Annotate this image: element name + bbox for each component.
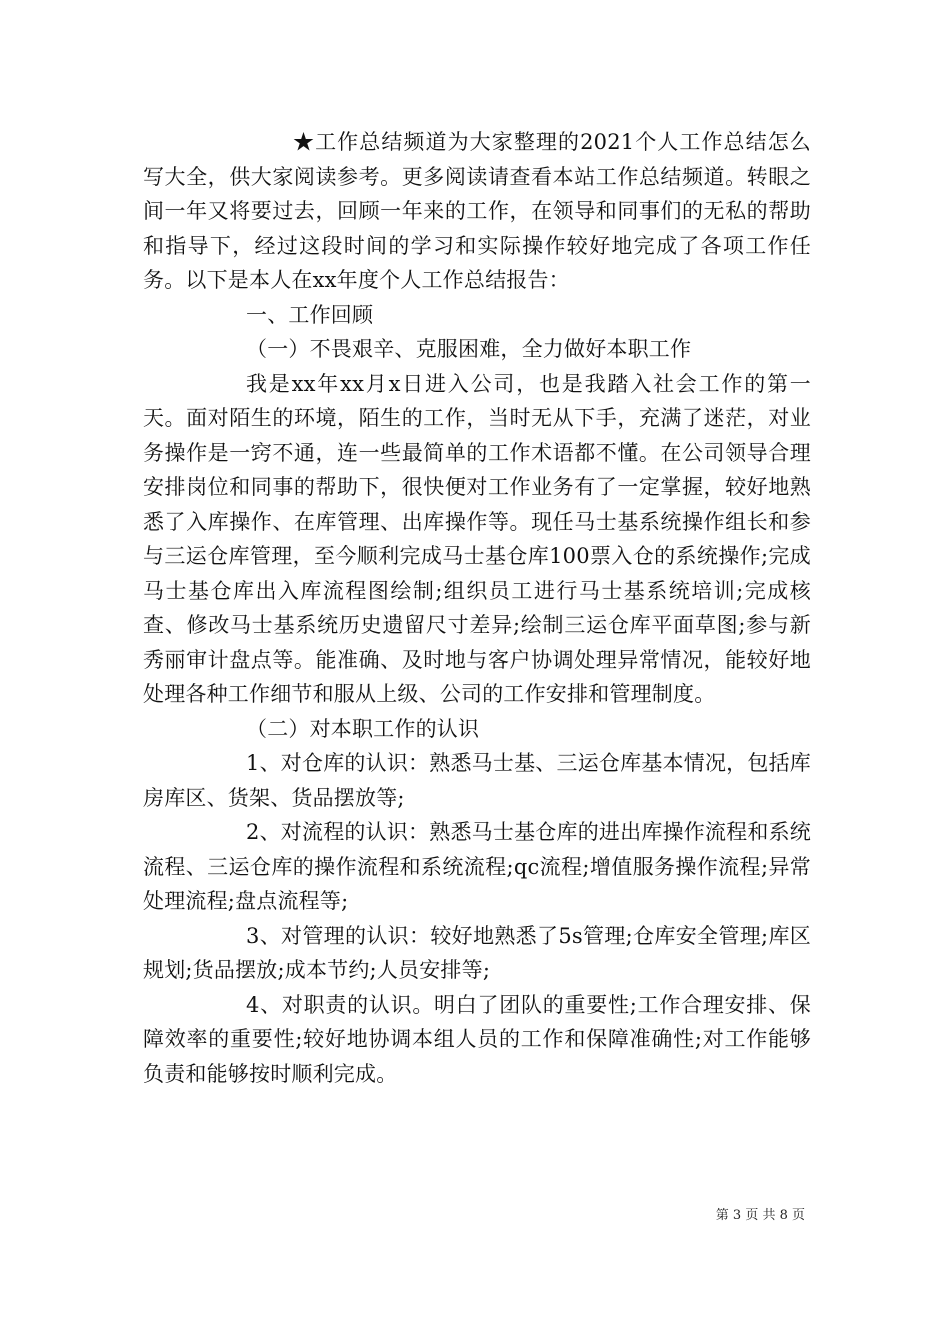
list-item-responsibility: 4、对职责的认识。明白了团队的重要性;工作合理安排、保障效率的重要性;较好地协调本组人员的工作和保障准确性;对工作能够负责和能够按时顺利完成。	[143, 992, 811, 1086]
page-number-footer: 第 3 页 共 8 页	[715, 1208, 805, 1223]
work-experience-paragraph: 我是xx年xx月x日进入公司，也是我踏入社会工作的第一天。面对陌生的环境，陌生的工作，当时无从下手，充满了迷茫，对业务操作是一窍不通，连一些最简单的工作术语都不懂。在公司领导合理安排岗位和同事的帮助下，很快便对工作业务有了一定掌握，较好地熟悉了入库操作、在库管理、出库操作等。现任马士基系统操作组长和参与三运仓库管理，至今顺利完成马士基仓库100票入仓的系统操作;完成马士基仓库出入库流程图绘制;组织员工进行马士基系统培训;完成核查、修改马士基系统历史遗留尺寸差异;绘制三运仓库平面草图;参与新秀丽审计盘点等。能准确、及时地与客户协调处理异常情况，能较好地处理各种工作细节和服从上级、公司的工作安排和管理制度。	[143, 371, 811, 706]
list-item-process: 2、对流程的认识：熟悉马士基仓库的进出库操作流程和系统流程、三运仓库的操作流程和系统流程;qc流程;增值服务操作流程;异常处理流程;盘点流程等;	[143, 820, 811, 913]
subsection-heading-2: （二）对本职工作的认识	[246, 716, 480, 741]
section-heading-work-review: 一、工作回顾	[246, 302, 374, 327]
list-item-management: 3、对管理的认识：较好地熟悉了5s管理;仓库安全管理;库区规划;货品摆放;成本节约;人员安排等;	[143, 923, 811, 982]
list-item-warehouse: 1、对仓库的认识：熟悉马士基、三运仓库基本情况，包括库房库区、货架、货品摆放等;	[143, 751, 811, 810]
intro-paragraph: ★工作总结频道为大家整理的2021个人工作总结怎么写大全，供大家阅读参考。更多阅读请查看本站工作总结频道。转眼之间一年又将要过去，回顾一年来的工作，在领导和同事们的无私的帮助和指导下，经过这段时间的学习和实际操作较好地完成了各项工作任务。以下是本人在xx年度个人工作总结报告：	[143, 130, 811, 292]
document-body	[143, 125, 811, 1091]
subsection-heading-1: （一）不畏艰辛、克服困难，全力做好本职工作	[246, 337, 692, 361]
